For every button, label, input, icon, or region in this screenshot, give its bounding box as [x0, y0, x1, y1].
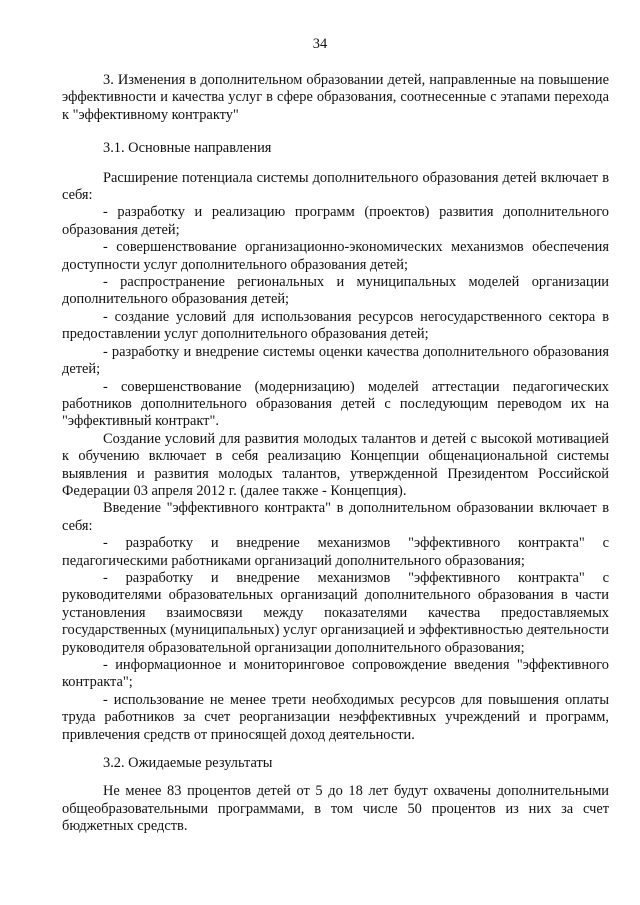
- chapter-heading: 3. Изменения в дополнительном образовании детей, направленные на повышение эффективности и качества услуг в сфере образования, соотнесенные с этапами перехода к "эффективному контракту": [62, 72, 609, 123]
- paragraph: Не менее 83 процентов детей от 5 до 18 лет будут охвачены дополнительными общеобразовательными программами, в том числе 50 процентов из них за счет бюджетных средств.: [62, 783, 609, 835]
- list-item: - распространение региональных и муниципальных моделей организации дополнительного образования детей;: [62, 274, 609, 308]
- list-item: - разработку и реализацию программ (проектов) развития дополнительного образования детей;: [62, 204, 609, 238]
- list-item: - разработку и внедрение механизмов "эффективного контракта" с педагогическими работниками организаций дополнительного образования;: [62, 535, 609, 569]
- paragraph: Создание условий для развития молодых талантов и детей с высокой мотивацией к обучению включает в себя реализацию Концепции общенациональной системы выявления и развития молодых талантов, утвержденной Президентом Российской Федерации 03 апреля 2012 г. (далее также - Концепция).: [62, 430, 609, 499]
- list-item: - разработку и внедрение системы оценки качества дополнительного образования детей;: [62, 343, 609, 378]
- section-title-3-1: 3.1. Основные направления: [103, 140, 272, 157]
- list-item: - совершенствование (модернизацию) моделей аттестации педагогических работников дополнительного образования детей с последующим переводом их на "эффективный контракт".: [62, 378, 609, 430]
- page-content: [62, 72, 609, 836]
- paragraph: Введение "эффективного контракта" в дополнительном образовании включает в себя:: [62, 500, 609, 534]
- page-number: 34: [312, 36, 328, 52]
- list-item: - разработку и внедрение механизмов "эффективного контракта" с руководителями образовательных организаций дополнительного образования в части установления взаимосвязи между показателями качества предоставляемых государственных (муниципальных) услуг организацией и эффективностью деятельности руководителя образовательной организации дополнительного образования;: [62, 569, 609, 656]
- list-item: - информационное и мониторинговое сопровождение введения "эффективного контракта";: [62, 657, 609, 691]
- list-item: - использование не менее трети необходимых ресурсов для повышения оплаты труда работников за счет реорганизации неэффективных учреждений и программ, привлечения средств от приносящей доход деятельности.: [62, 691, 609, 743]
- paragraph: Расширение потенциала системы дополнительного образования детей включает в себя:: [62, 169, 609, 204]
- list-item: - совершенствование организационно-экономических механизмов обеспечения доступности услуг дополнительного образования детей;: [62, 239, 609, 273]
- section-3-2-body: [62, 783, 609, 835]
- section-title-3-2: 3.2. Ожидаемые результаты: [103, 755, 273, 772]
- section-3-1-body: [62, 170, 609, 744]
- list-item: - создание условий для использования ресурсов негосударственного сектора в предоставлении услуг дополнительного образования детей;: [62, 308, 609, 343]
